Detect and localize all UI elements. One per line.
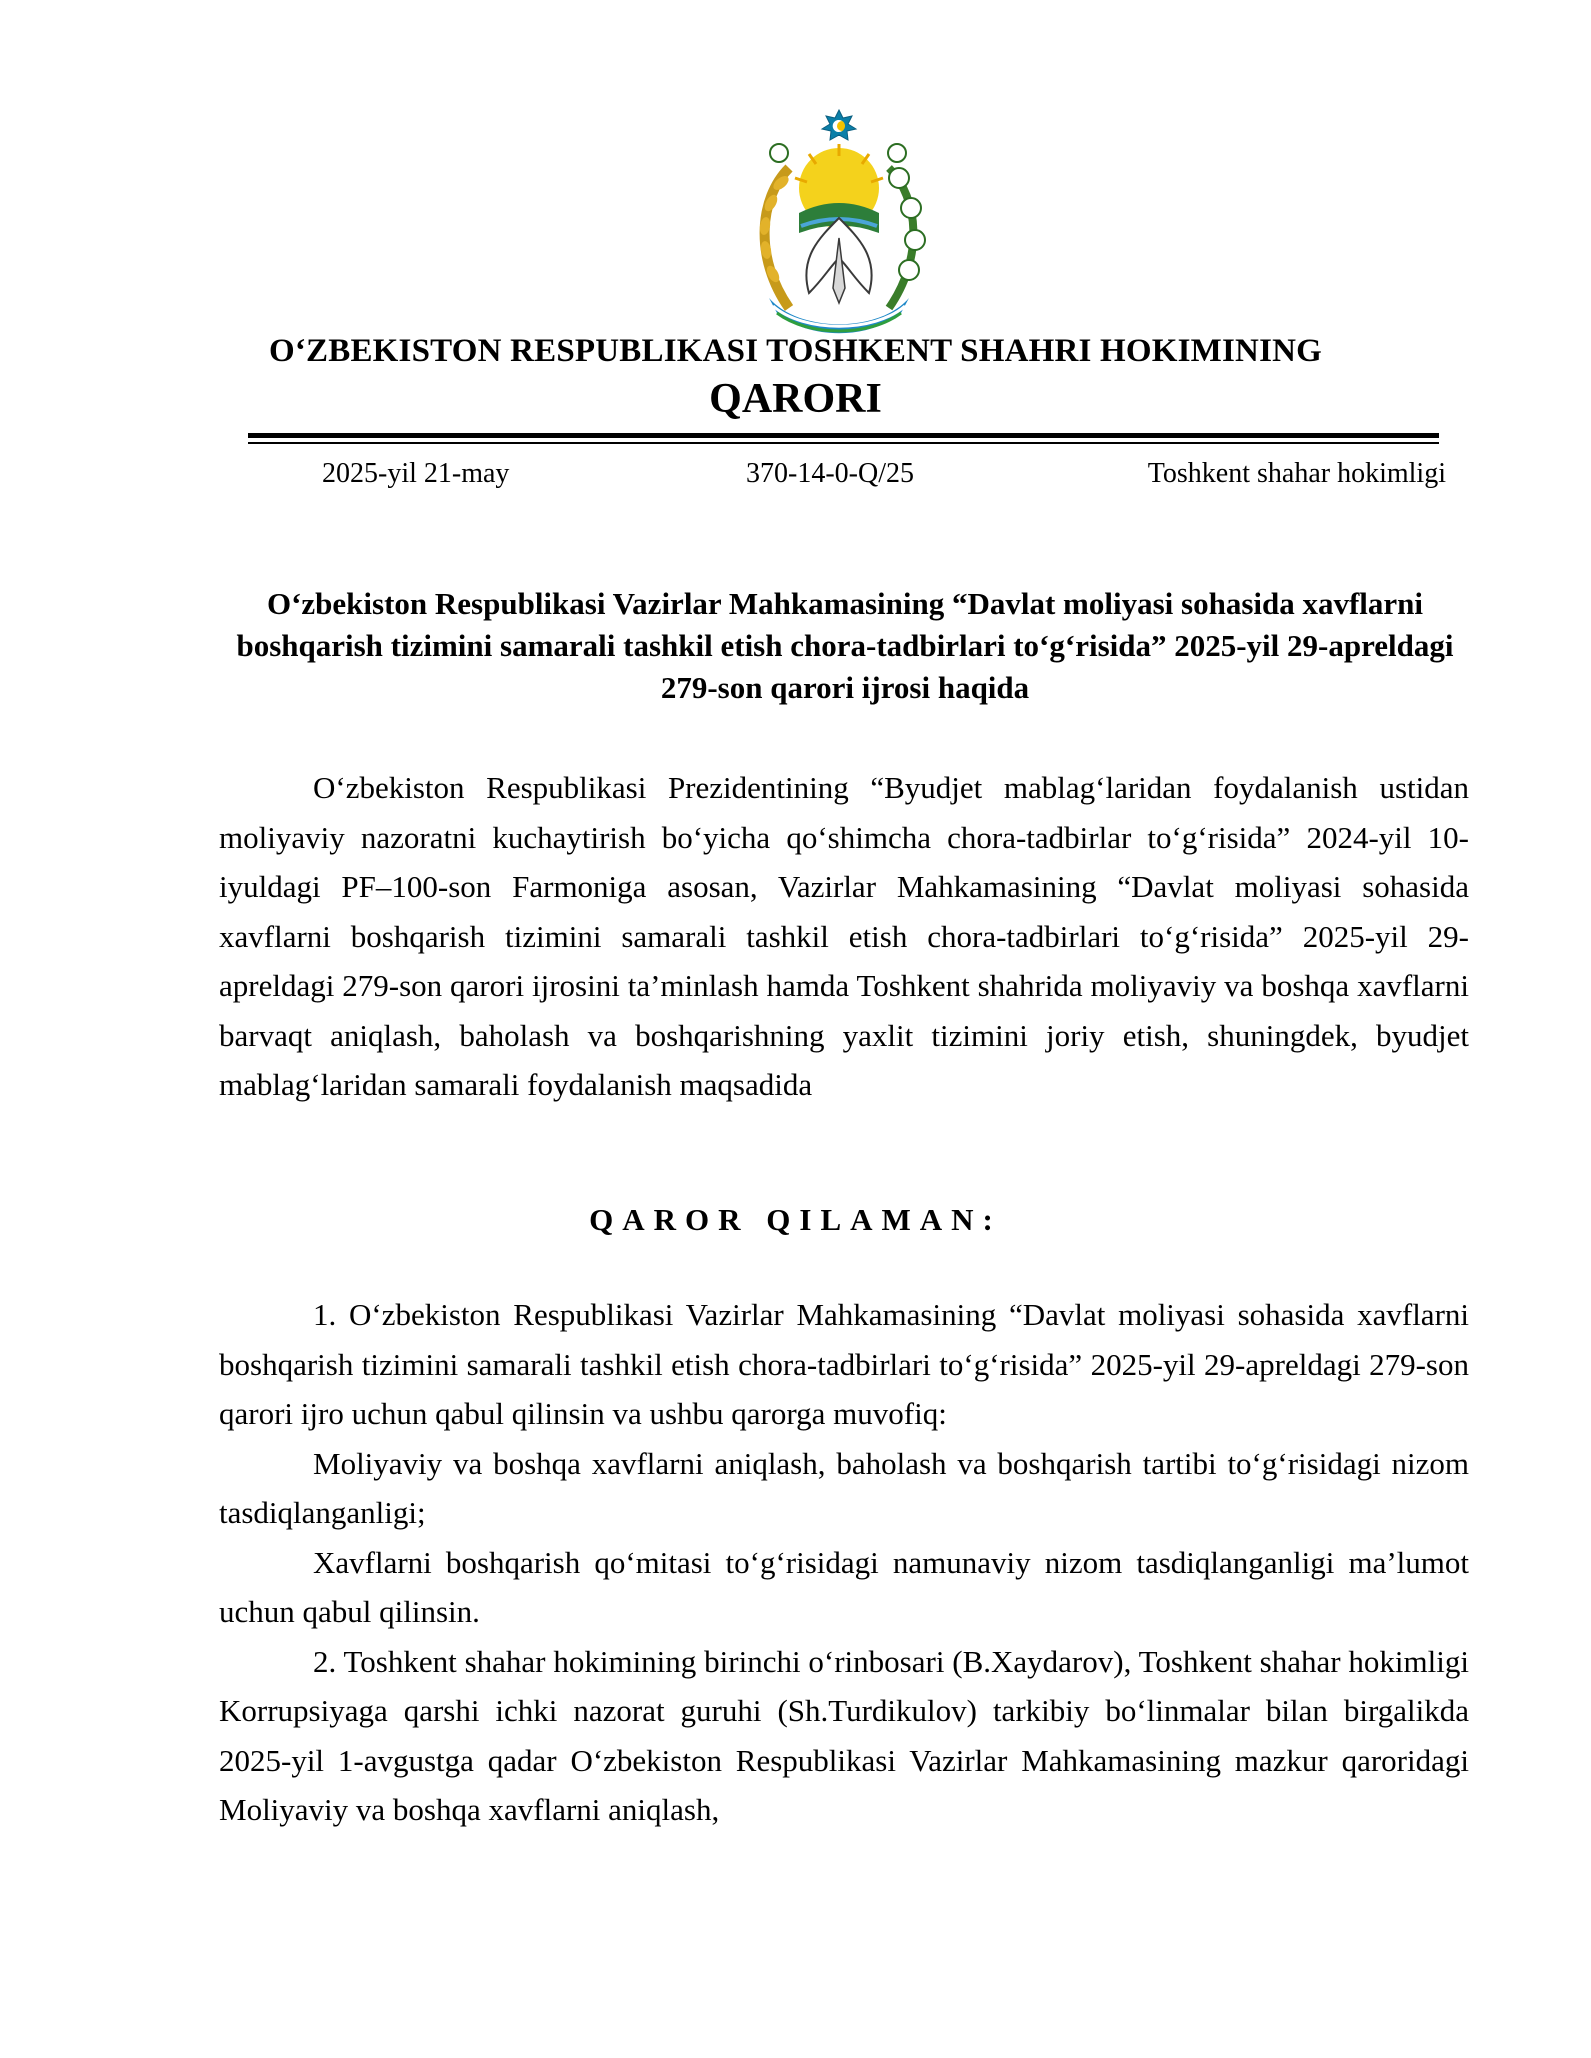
document-issuer: Toshkent shahar hokimligi bbox=[1147, 458, 1446, 489]
document-type: QARORI bbox=[709, 376, 882, 422]
decree-item: 2. Toshkent shahar hokimining birinchi o‘rinbosari (B.Xaydarov), Toshkent shahar hokimligi Korrupsiyaga qarshi ichki nazorat guruhi (Sh.Turdikulov) tarkibiy bo‘linmalar bilan birgalikda 2025-yil 1-avgustga qadar O‘zbekiston Respublikasi Vazirlar Mahkamasining mazkur qaroridagi Moliyaviy va boshqa xavflarni aniqlash, bbox=[219, 1643, 1469, 1827]
decree-item: Xavflarni boshqarish qo‘mitasi to‘g‘risidagi namunaviy nizom tasdiqlanganligi ma’lumot uchun qabul qilinsin. bbox=[219, 1544, 1469, 1629]
document-subject: O‘zbekiston Respublikasi Vazirlar Mahkamasining “Davlat moliyasi sohasida xavflarni boshqarish tizimini samarali tashkil etish chora-tadbirlari to‘g‘risida” 2025-yil 29-apreldagi 279-son qarori ijrosi haqida bbox=[236, 586, 1454, 705]
preamble-paragraph: O‘zbekiston Respublikasi Prezidentining “Byudjet mablag‘laridan foydalanish ustidan moliyaviy nazoratni kuchaytirish bo‘yicha qo‘shimcha chora-tadbirlar to‘g‘risida” 2024-yil 10-iyuldagi PF–100-son Farmoniga asosan, Vazirlar Mahkamasining “Davlat moliyasi sohasida xavflarni boshqarish tizimini samarali tashkil etish chora-tadbirlari to‘g‘risida” 2025-yil 29-apreldagi 279-son qarori ijrosini ta’minlash hamda Toshkent shahrida moliyaviy va boshqa xavflarni barvaqt aniqlash, baholash va boshqarishning yaxlit tizimini joriy etish, shuningdek, byudjet mablag‘laridan samarali foydalanish maqsadida bbox=[219, 770, 1469, 1102]
uzbekistan-state-emblem-icon bbox=[729, 108, 949, 338]
decree-items bbox=[219, 1290, 1469, 1835]
header-divider-thin bbox=[248, 442, 1439, 444]
decree-item: Moliyaviy va boshqa xavflarni aniqlash, baholash va boshqarish tartibi to‘g‘risidagi nizom tasdiqlanganligi; bbox=[219, 1445, 1469, 1530]
header-divider-thick bbox=[248, 433, 1439, 438]
document-date: 2025-yil 21-may bbox=[322, 458, 510, 489]
preamble bbox=[219, 763, 1469, 1110]
decree-heading: QAROR QILAMAN: bbox=[589, 1202, 1002, 1237]
issuing-authority: O‘ZBEKISTON RESPUBLIKASI TOSHKENT SHAHRI HOKIMINING bbox=[268, 333, 1323, 369]
decree-item: 1. O‘zbekiston Respublikasi Vazirlar Mahkamasining “Davlat moliyasi sohasida xavflarni boshqarish tizimini samarali tashkil etish chora-tadbirlari to‘g‘risida” 2025-yil 29-apreldagi 279-son qarori ijro uchun qabul qilinsin va ushbu qarorga muvofiq: bbox=[219, 1297, 1469, 1431]
document-number: 370-14-0-Q/25 bbox=[746, 458, 914, 489]
